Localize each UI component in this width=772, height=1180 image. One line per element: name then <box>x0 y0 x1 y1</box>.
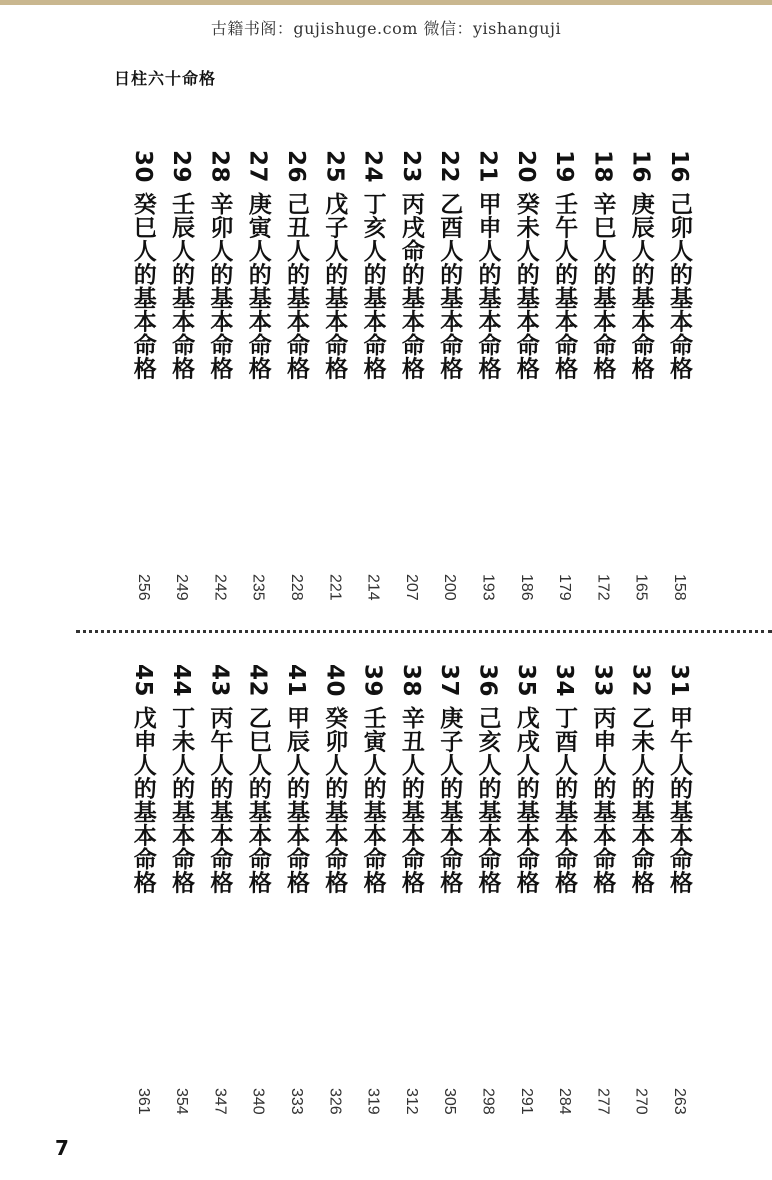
toc-entry-title: 34 丁酉人的基本命格 <box>551 664 578 894</box>
running-head: 日柱六十命格 <box>114 69 217 88</box>
toc-entry-page: 291 <box>517 1088 535 1115</box>
toc-entry-title: 33 丙申人的基本命格 <box>589 664 616 894</box>
toc-entry-title: 24 丁亥人的基本命格 <box>359 150 386 380</box>
toc-entry-page: 333 <box>288 1088 305 1115</box>
toc-entry-page: 249 <box>173 574 191 601</box>
toc-entry-title: 25 戊子人的基本命格 <box>321 150 348 380</box>
toc-entry-page: 256 <box>134 574 152 601</box>
page-number: 7 <box>55 1136 69 1160</box>
toc-entry-title: 16 己卯人的基本命格 <box>666 150 692 380</box>
toc-entry-page: 298 <box>479 1088 497 1115</box>
toc-entry-title: 31 甲午人的基本命格 <box>666 664 692 894</box>
toc-entry-page: 235 <box>249 574 267 601</box>
toc-entry-page: 186 <box>517 574 535 601</box>
toc-entry-title: 37 庚子人的基本命格 <box>436 664 463 894</box>
toc-entry-page: 361 <box>134 1088 152 1115</box>
toc-entry-page: 165 <box>632 574 650 601</box>
toc-entry-title: 41 甲辰人的基本命格 <box>283 664 309 894</box>
toc-entry-page: 270 <box>632 1088 650 1115</box>
toc-entry-title: 44 丁未人的基本命格 <box>168 664 195 894</box>
top-border <box>0 0 772 5</box>
toc-entry-title: 30 癸巳人的基本命格 <box>129 150 156 380</box>
toc-entry-page: 354 <box>173 1088 191 1115</box>
toc-entry-title: 23 丙戌命的基本命格 <box>397 150 424 380</box>
toc-entry-page: 172 <box>594 574 612 601</box>
toc-entry-page: 221 <box>326 574 344 601</box>
toc-entry-page: 207 <box>402 574 420 601</box>
toc-entry-title: 16 庚辰人的基本命格 <box>627 150 654 380</box>
toc-entry-page: 193 <box>479 574 497 601</box>
toc-entry-page: 214 <box>364 574 382 601</box>
toc-entry-title: 27 庚寅人的基本命格 <box>244 150 271 380</box>
toc-entry-page: 228 <box>288 574 305 601</box>
toc-entry-page: 277 <box>594 1088 612 1115</box>
toc-entry-title: 43 丙午人的基本命格 <box>206 664 233 894</box>
toc-entry-title: 20 癸未人的基本命格 <box>512 150 539 380</box>
toc-entry-title: 40 癸卯人的基本命格 <box>321 664 348 894</box>
toc-entry-page: 305 <box>441 1088 459 1115</box>
toc-entry-page: 158 <box>671 574 688 601</box>
toc-entry-page: 347 <box>211 1088 229 1115</box>
toc-entry-title: 35 戊戌人的基本命格 <box>512 664 539 894</box>
toc-entry-page: 319 <box>364 1088 382 1115</box>
toc-entry-page: 312 <box>402 1088 420 1115</box>
toc-entry-title: 21 甲申人的基本命格 <box>474 150 501 380</box>
toc-entry-title: 45 戊申人的基本命格 <box>129 664 156 894</box>
toc-entry-title: 36 己亥人的基本命格 <box>474 664 501 894</box>
toc-entry-page: 263 <box>671 1088 688 1115</box>
toc-entry-page: 284 <box>556 1088 574 1115</box>
toc-entry-title: 39 壬寅人的基本命格 <box>359 664 386 894</box>
toc-entry-title: 22 乙酉人的基本命格 <box>436 150 463 380</box>
toc-entry-title: 29 壬辰人的基本命格 <box>168 150 195 380</box>
toc-entry-page: 242 <box>211 574 229 601</box>
toc-entry-title: 18 辛巳人的基本命格 <box>589 150 616 380</box>
toc-entry-page: 326 <box>326 1088 344 1115</box>
toc-entry-title: 26 己丑人的基本命格 <box>283 150 309 380</box>
dotted-divider <box>76 630 772 633</box>
toc-entry-title: 38 辛丑人的基本命格 <box>397 664 424 894</box>
toc-entry-title: 28 辛卯人的基本命格 <box>206 150 233 380</box>
toc-entry-title: 42 乙巳人的基本命格 <box>244 664 271 894</box>
toc-entry-page: 179 <box>556 574 574 601</box>
toc-entry-title: 19 壬午人的基本命格 <box>551 150 578 380</box>
toc-entry-page: 340 <box>249 1088 267 1115</box>
watermark: 古籍书阁：gujishuge.com 微信：yishanguji <box>210 19 562 38</box>
toc-entry-page: 200 <box>441 574 459 601</box>
toc-entry-title: 32 乙未人的基本命格 <box>627 664 654 894</box>
